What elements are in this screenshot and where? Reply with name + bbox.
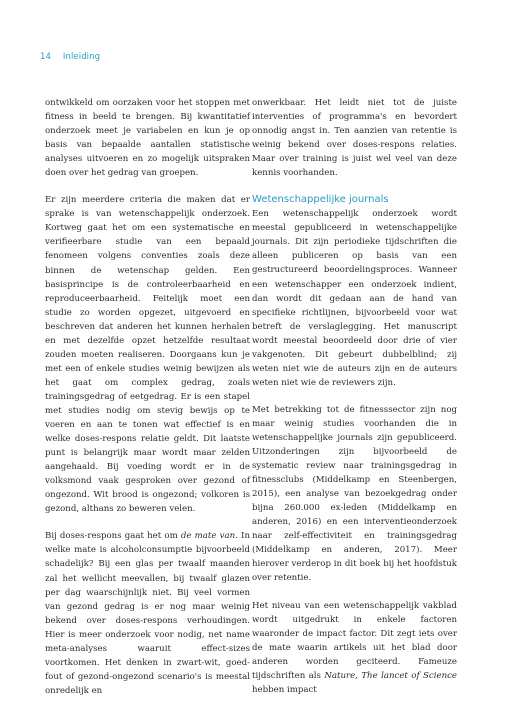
chapter-title: Inleiding xyxy=(62,52,101,62)
section-heading: Wetenschappelijke journals xyxy=(252,194,389,206)
paragraph: onwerkbaar. Het leidt niet tot de juiste interventies of programma's en bevordert onnodig angst in. Ten aanzien van retentie is weinig bekend over doses-respons relaties. Maar over training is juist wel veel van deze kennis voorhanden. xyxy=(252,98,457,179)
paragraph: Met betrekking tot de fitnesssector zijn nog maar weinig studies voorhanden die in wetenschappelijke journals zijn gepubliceerd. Uitzonderingen zijn bijvoorbeeld de systematic review naar trainingsgedrag in fitnessclubs (Middelkamp en Steenbergen, 2015), een analyse van bezoekgedrag onder bijna 260.000 ex-leden (Middelkamp en anderen, 2016) en een interventieonderzoek naar zelf-effectiviteit en trainingsgedrag (Middelkamp en anderen, 2017). Meer hierover verderop in dit boek bij het hoofdstuk over retentie. xyxy=(252,404,457,584)
right-column xyxy=(252,96,457,710)
paragraph xyxy=(45,529,250,698)
emphasis: Nature, The lancet of Science xyxy=(324,670,458,681)
page-number: 14 xyxy=(40,52,52,62)
paragraph: Er zijn meerdere criteria die maken dat er sprake is van wetenschappelijk onderzoek. Kortweg gaat het om een systematische en verifieerbare studie van een bepaald fenomeen volgens conventies zoals deze binnen de wetenschap gelden. Een basisprincipe is de controleerbaarheid en reproduceerbaarheid. Feitelijk moet een studie zo worden opgezet, uitgevoerd en beschreven dat anderen het kunnen herhalen en met dezelfde opzet hetzelfde resultaat zouden moeten realiseren. Doorgaans kun je met een of enkele studies weinig bewijzen als het gaat om complex gedrag, zoals trainingsgedrag of eetgedrag. Er is een stapel met studies nodig om stevig bewijs op te voeren en aan te tonen wat effectief is en welke doses-respons relatie geldt. Dit laatste punt is belangrijk maar wordt maar zelden aangehaald. Bij voeding wordt er in de volksmond vaak gesproken over gezond of ongezond. Wit brood is ongezond; volkoren is gezond, althans zo beweren velen. xyxy=(45,195,250,515)
paragraph: ontwikkeld om oorzaken voor het stoppen met fitness in beeld te brengen. Bij kwantitatief onderzoek meet je variabelen en kun je op basis van bepaalde aantallen statistische analyses uitvoeren en zo mogelijk uitspraken doen over het gedrag van groepen. xyxy=(45,98,250,179)
text-run: . In welke mate is alcoholconsumptie bijvoorbeeld schadelijk? Bij een glas per twaalf maanden zal het wellicht meevallen, bij twaalf glazen per dag waarschijnlijk niet. Bij veel vormen van gezond gedrag is er nog maar weinig bekend over doses-respons verhoudingen. Hier is meer onderzoek voor nodig, net name meta-analyses waaruit effect-sizes voortkomen. Het denken in zwart-wit, goed-fout of gezond-ongezond scenario's is meestal onredelijk en xyxy=(45,531,250,696)
text-run: hebben impact xyxy=(252,684,317,695)
text-run: Het niveau van een wetenschappelijk vakblad wordt uitgedrukt in enkele factoren waaronder de impact factor. Dit zegt iets over de mate waarin artikels uit het blad door anderen worden geciteerd. Fameuze tijdschriften als xyxy=(252,600,457,681)
running-head xyxy=(40,52,100,62)
paragraph xyxy=(252,599,457,697)
left-column xyxy=(45,96,250,711)
text-run: Bij doses-respons gaat het om xyxy=(45,531,181,542)
paragraph: Een wetenschappelijk onderzoek wordt meestal gepubliceerd in wetenschappelijke journals. Dit zijn periodieke tijdschriften die alleen publiceren op basis van een gestructureerd beoordelingsproces. Wanneer een wetenschapper een onderzoek indient, dan wordt dit gedaan aan de hand van specifieke richtlijnen, bijvoorbeeld voor wat betreft de verslaglegging. Het manuscript wordt meestal beoordeeld door drie of vier vakgenoten. Dit gebeurt dubbelblind; zij weten niet wie de auteurs zijn en de auteurs weten niet wie de reviewers zijn. xyxy=(252,209,457,388)
emphasis: de mate van xyxy=(180,531,236,542)
